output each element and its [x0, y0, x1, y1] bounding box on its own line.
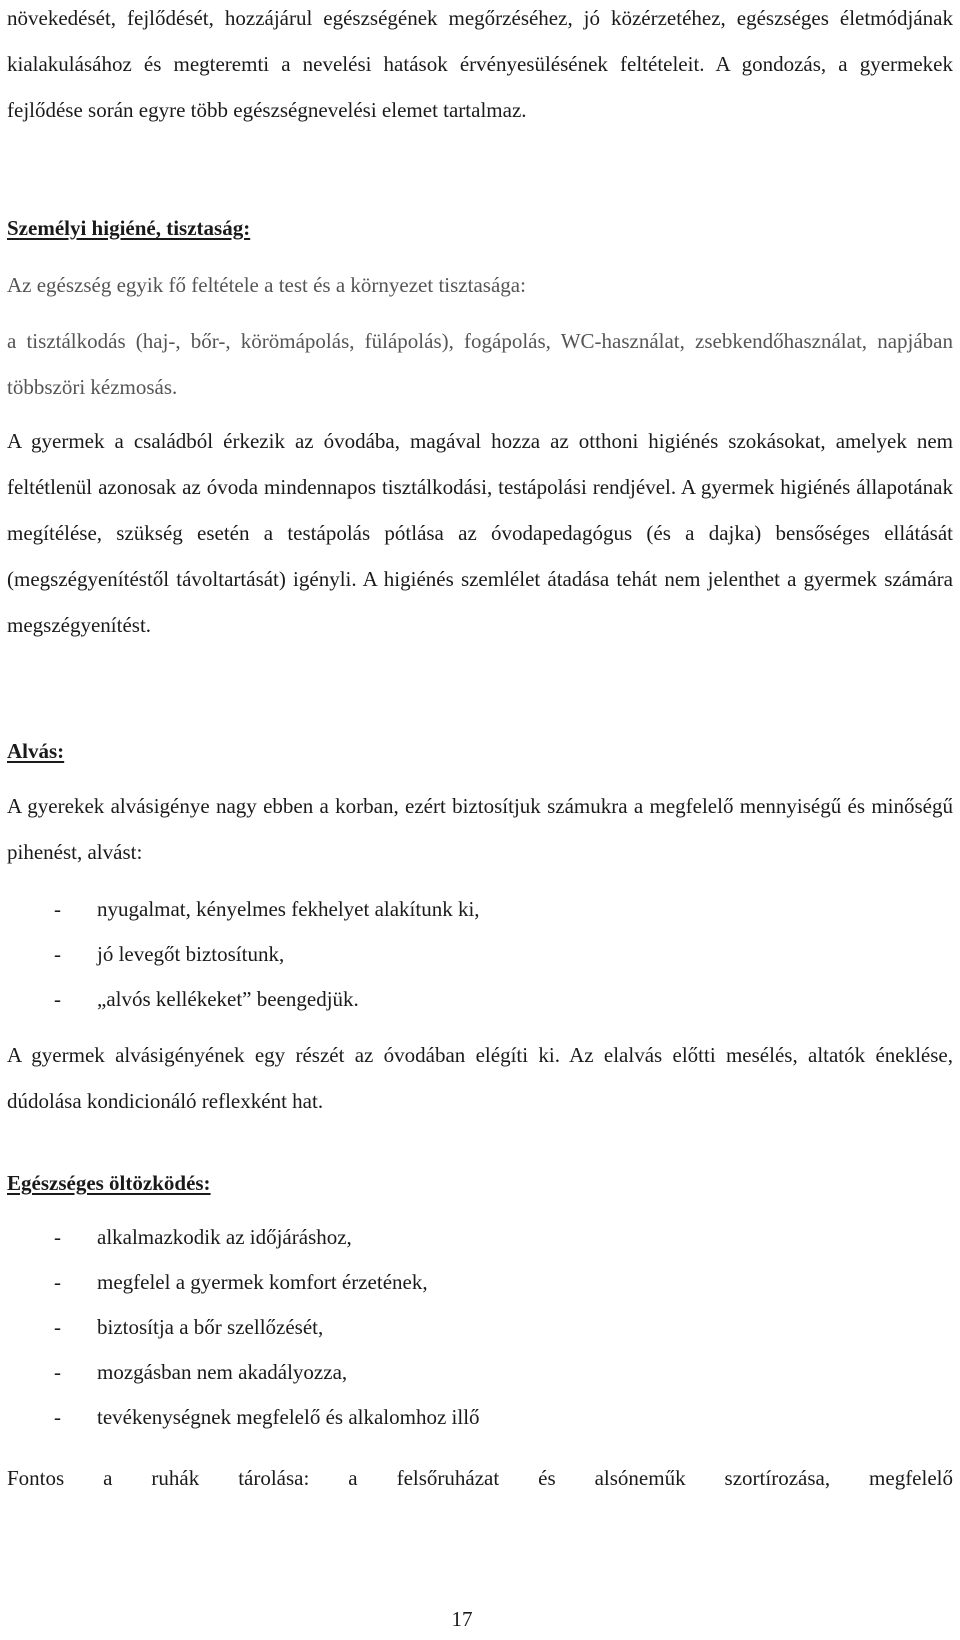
list-item-text: tevékenységnek megfelelő és alkalomhoz illő: [97, 1405, 480, 1429]
list-item: [7, 932, 953, 977]
list-item: [7, 1350, 953, 1395]
dash-bullet: -: [54, 897, 61, 921]
clothing-list: [7, 1215, 953, 1440]
list-item: [7, 887, 953, 932]
dash-bullet: -: [54, 942, 61, 966]
list-item-text: alkalmazkodik az időjáráshoz,: [97, 1225, 352, 1249]
sleep-lead-text: A gyerekek alvásigénye nagy ebben a korban, ezért biztosítjuk számukra a megfelelő mennyiségű és minőségű pihenést, alvást:: [7, 794, 953, 864]
list-item: [7, 1305, 953, 1350]
dash-bullet: -: [54, 987, 61, 1011]
section-heading-clothing: Egészséges öltözködés:: [7, 1171, 211, 1195]
list-item-text: biztosítja a bőr szellőzését,: [97, 1315, 324, 1339]
list-item-text: nyugalmat, kényelmes fekhelyet alakítunk ki,: [97, 897, 480, 921]
list-item-text: „alvós kellékeket” beengedjük.: [97, 987, 359, 1011]
list-item-text: mozgásban nem akadályozza,: [97, 1360, 348, 1384]
hygiene-items-text: a tisztálkodás (haj-, bőr-, körömápolás, fülápolás), fogápolás, WC-használat, zsebkendőhasználat, napjában többszöri kézmosás.: [7, 329, 953, 399]
section-heading-hygiene: Személyi higiéné, tisztaság:: [7, 216, 251, 240]
dash-bullet: -: [54, 1270, 61, 1294]
dash-bullet: -: [54, 1360, 61, 1384]
list-item: [7, 1260, 953, 1305]
intro-paragraph: növekedését, fejlődését, hozzájárul egészségének megőrzéséhez, jó közérzetéhez, egészséges életmódjának kialakulásához és megteremti a nevelési hatások érvényesülésének feltételeit. A gondozás, a gyermekek fejlődése során egyre több egészségnevelési elemet tartalmaz.: [7, 6, 953, 122]
sleep-paragraph: A gyermek alvásigényének egy részét az óvodában elégíti ki. Az elalvás előtti mesélés, altatók éneklése, dúdolása kondicionáló reflexként hat.: [7, 1043, 953, 1113]
hygiene-lead-text: Az egészség egyik fő feltétele a test és a környezet tisztasága:: [7, 273, 526, 297]
hygiene-paragraph: A gyermek a családból érkezik az óvodába, magával hozza az otthoni higiénés szokásokat, amelyek nem feltétlenül azonosak az óvoda mindennapos tisztálkodási, testápolási rendjével. A gyermek higiénés állapotának megítélése, szükség esetén a testápolás pótlása az óvodapedagógus (és a dajka) bensőséges ellátását (megszégyenítéstől távoltartását) igényli. A higiénés szemlélet átadása tehát nem jelenthet a gyermek számára megszégyenítést.: [7, 429, 953, 637]
list-item: [7, 977, 953, 1022]
sleep-list: [7, 887, 953, 1022]
dash-bullet: -: [54, 1315, 61, 1339]
page-number: 17: [451, 1607, 473, 1631]
list-item-text: jó levegőt biztosítunk,: [97, 942, 285, 966]
dash-bullet: -: [54, 1225, 61, 1249]
list-item-text: megfelel a gyermek komfort érzetének,: [97, 1270, 428, 1294]
dash-bullet: -: [54, 1405, 61, 1429]
section-heading-sleep: Alvás:: [7, 739, 65, 763]
list-item: [7, 1215, 953, 1260]
clothing-paragraph: Fontos a ruhák tárolása: a felsőruházat és alsóneműk szortírozása, megfelelő: [7, 1466, 953, 1490]
list-item: [7, 1395, 953, 1440]
